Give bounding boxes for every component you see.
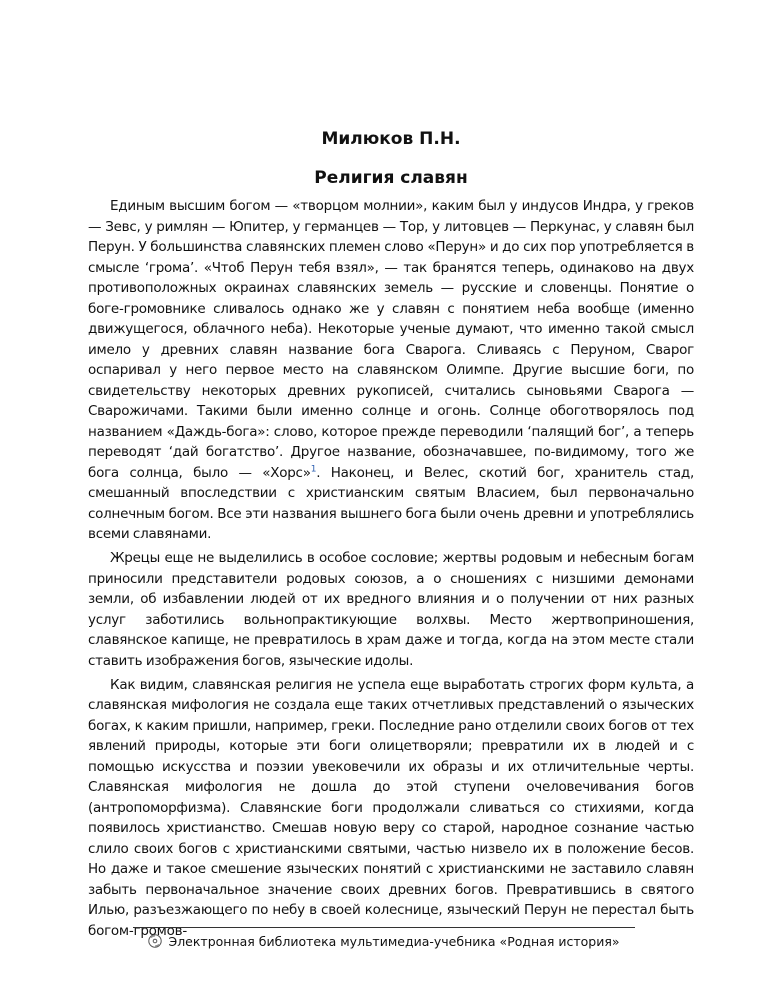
footnote-link[interactable]: 1: [310, 464, 317, 474]
body-text: [88, 196, 694, 945]
paragraph-1-text: Единым высшим богом — «творцом молнии», каким был у индусов Индра, у греков — Зевс, у римлян — Юпитер, у германцев — Тор, у литовцев — Перкунас, у славян был Перун. У большинства славянских племен слово «Перун» и до сих пор употребляется в смысле ‘грома’. «Чтоб Перун тебя взял», — так бранятся теперь, одинаково на двух противоположных окраинах славянских земель — русские и словенцы. Понятие о боге-громовнике сливалось однако же у славян с понятием неба вообще (именно движущегося, облачного неба). Некоторые ученые думают, что именно такой смысл имело у древних славян название бога Сварога. Сливаясь с Перуном, Сварог оспаривал у него первое место на славянском Олимпе. Другие высшие боги, по свидетельству некоторых древних рукописей, считались сыновьями Сварога — Сварожичами. Такими были именно солнце и огонь. Солнце обоготворялось под названием «Даждь-бога»: слово, которое прежде переводили ‘палящий бог’, а теперь переводят ‘дай богатство’. Другое название, обозначавшее, по-видимому, того же бога солнца, было — «Хорс»: [88, 198, 694, 481]
author-heading: Милюков П.Н.: [321, 129, 461, 149]
paragraph-1: [88, 196, 694, 545]
paragraph-3: Как видим, славянская религия не успела еще выработать строгих форм культа, а славянская мифология не создала еще таких отчетливых представлений о языческих богах, к каким пришли, например, греки. Последние рано отделили своих богов от тех явлений природы, которые эти боги олицетворяли; превратили их в людей и с помощью искусства и поэзии увековечили их образы и их отличительные черты. Славянская мифология не дошла до этой ступени очеловечивания богов (антропоморфизма). Славянские боги продолжали сливаться со стихиями, когда появилось христианство. Смешав новую веру со старой, народное сознание частью слило своих богов с христианскими святыми, частью низвело их в положение бесов. Но даже и такое смешение языческих понятий с христианскими не заставило славян забыть первоначальное значение своих древних богов. Превратившись в святого Илью, разъезжающего по небу в своей колеснице, языческий Перун не перестал быть богом-громов-: [88, 676, 694, 939]
footer: [0, 934, 768, 950]
chapter-title: Религия славян: [314, 168, 468, 188]
footer-divider: [133, 927, 635, 928]
footer-text: Электронная библиотека мультимедиа-учебника «Родная история»: [168, 934, 620, 949]
disc-icon: [148, 934, 162, 948]
paragraph-2: Жрецы еще не выделились в особое сословие; жертвы родовым и небесным богам приносили представители родовых союзов, а о сношениях с низшими демонами земли, об избавлении людей от их вредного влияния и о получении от них разных услуг заботились вольнопрактикующие волхвы. Место жертвоприношения, славянское капище, не превратилось в храм даже и тогда, когда на этом месте стали ставить изображения богов, языческие идолы.: [88, 550, 694, 669]
paragraph-1-text-continued: . Наконец, и Велес, скотий бог, хранитель стад, смешанный впоследствии с христианским святым Власием, был первоначально солнечным богом. Все эти названия вышнего бога были очень древни и употреблялись всеми славянами.: [88, 464, 694, 542]
